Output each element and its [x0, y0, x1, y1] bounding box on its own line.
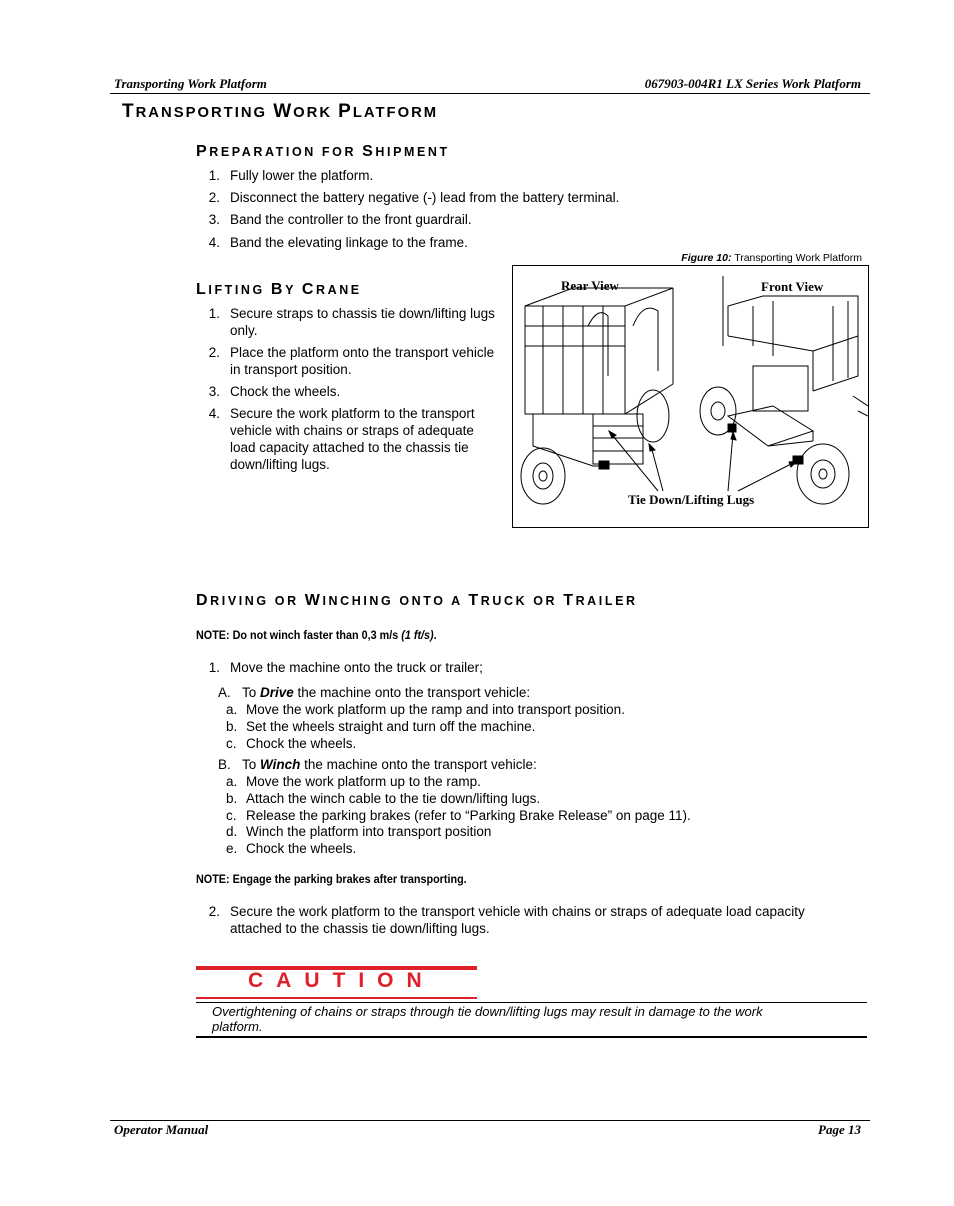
footer-rule — [110, 1120, 870, 1121]
header-right: 067903-004R1 LX Series Work Platform — [644, 76, 861, 91]
rear-view-label: Rear View — [561, 278, 619, 293]
header-rule — [110, 93, 870, 94]
footer-left: Operator Manual — [114, 1122, 209, 1137]
header-left: Transporting Work Platform — [114, 76, 267, 91]
figure-caption: Figure 10: Transporting Work Platform — [681, 252, 862, 264]
caution-bottom-bar — [196, 997, 477, 999]
figure-box — [512, 265, 869, 528]
note-parking-brakes: NOTE: Engage the parking brakes after transporting. — [196, 872, 467, 886]
lugs-label: Tie Down/Lifting Lugs — [628, 492, 755, 507]
crane-heading: LIFTING BY CRANE — [196, 281, 362, 298]
driving-heading: DRIVING OR WINCHING ONTO A TRUCK OR TRAILER — [196, 592, 638, 609]
caution-rule-top — [196, 1002, 867, 1003]
caution-text: Overtightening of chains or straps through tie down/lifting lugs may result in damage to the work platform. — [212, 1004, 763, 1034]
caution-title: CAUTION — [248, 969, 435, 992]
prep-heading: PREPARATION FOR SHIPMENT — [196, 143, 450, 160]
front-view-label: Front View — [761, 279, 824, 294]
note-winch-speed: NOTE: Do not winch faster than 0,3 m/s (1 ft/s). — [196, 628, 437, 642]
caution-rule-bottom — [196, 1036, 867, 1038]
platform-illustration — [513, 266, 868, 527]
page-title: TRANSPORTING WORK PLATFORM — [122, 101, 439, 122]
page-number: Page 13 — [818, 1122, 861, 1137]
